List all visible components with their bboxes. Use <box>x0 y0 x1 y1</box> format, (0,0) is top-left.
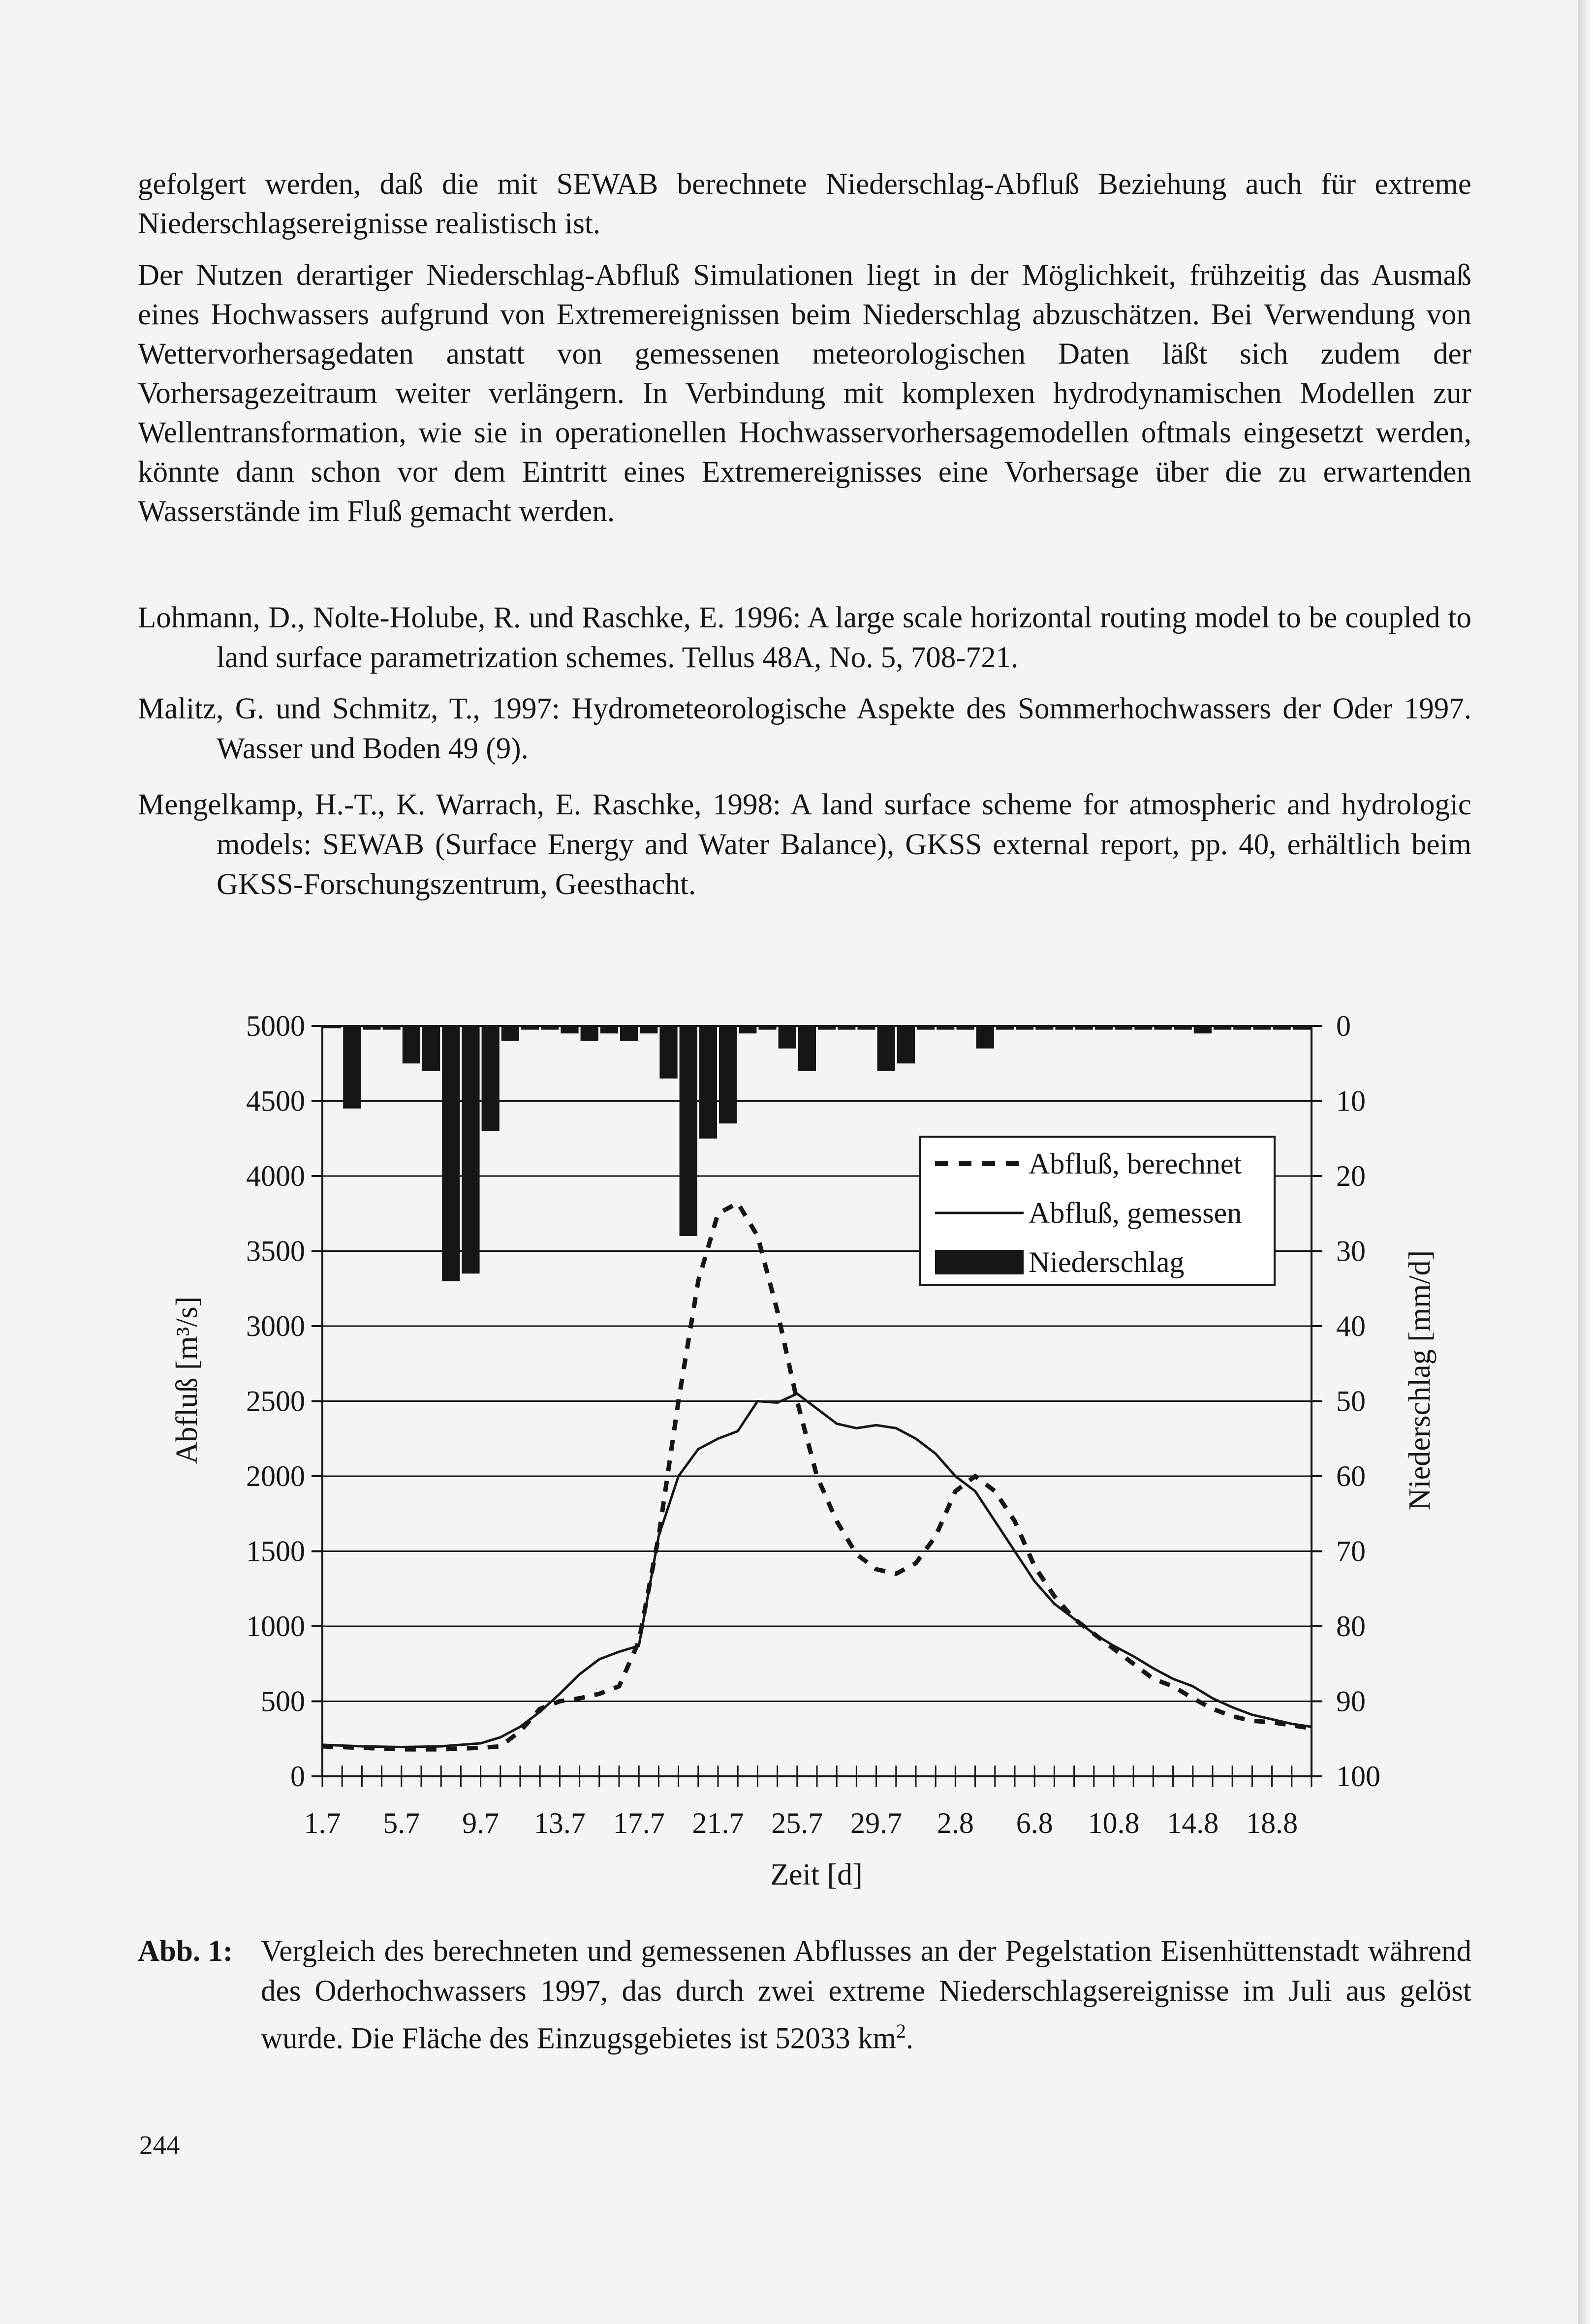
precip-bar-4 <box>403 1026 420 1063</box>
y-tick-label-left-4: 2000 <box>246 1460 305 1492</box>
legend-swatch-precipitation <box>935 1250 1024 1274</box>
legend-label-measured: Abfluß, gemessen <box>1029 1197 1242 1229</box>
precip-bar-44 <box>1194 1026 1212 1033</box>
precip-bar-1 <box>343 1026 361 1109</box>
page-number: 244 <box>139 2130 180 2160</box>
precip-bar-18 <box>680 1026 697 1236</box>
precip-bar-23 <box>779 1026 796 1049</box>
y-tick-label-left-1: 500 <box>261 1685 305 1718</box>
precip-bar-5 <box>422 1026 440 1071</box>
y-tick-label-left-10: 5000 <box>246 1010 305 1042</box>
y-tick-label-left-5: 2500 <box>246 1385 305 1418</box>
y-tick-label-right-5: 50 <box>1336 1385 1366 1418</box>
x-tick-label-12: 18.8 <box>1246 1807 1298 1839</box>
x-tick-label-9: 6.8 <box>1016 1807 1053 1839</box>
x-tick-label-4: 17.7 <box>613 1807 665 1839</box>
precip-bar-9 <box>501 1026 519 1041</box>
series-line-measured <box>322 1394 1312 1747</box>
y-tick-label-left-9: 4500 <box>246 1085 305 1117</box>
y-tick-label-left-7: 3500 <box>246 1235 305 1268</box>
caption-label: Abb. 1: <box>138 1935 233 1968</box>
legend-label-computed: Abfluß, berechnet <box>1029 1147 1242 1180</box>
x-tick-label-0: 1.7 <box>304 1807 341 1839</box>
precip-bar-16 <box>640 1026 657 1033</box>
figure-caption <box>138 1931 1471 2058</box>
precip-bar-15 <box>620 1026 638 1041</box>
y-axis-label-left: Abfluß [m³/s] <box>170 1296 204 1464</box>
x-tick-label-1: 5.7 <box>383 1807 420 1839</box>
caption-text: Vergleich des berechneten und gemessenen Abflusses an der Pegelstation Eisenhüttenstadt während des Oderhochwassers 1997, das durch zwei extreme Niederschlagsereignisse im Juli aus gelöst wurde. Die Fläche des Einzugsgebietes ist 52033 km <box>261 1935 1471 2055</box>
caption-superscript: 2 <box>896 2020 906 2042</box>
y-tick-label-right-8: 80 <box>1336 1610 1366 1642</box>
x-tick-label-2: 9.7 <box>462 1807 500 1839</box>
x-tick-label-11: 14.8 <box>1167 1807 1219 1839</box>
precip-bar-17 <box>659 1026 677 1079</box>
y-tick-label-right-2: 20 <box>1336 1160 1366 1192</box>
y-axis-label-right: Niederschlag [mm/d] <box>1403 1250 1437 1511</box>
precip-bar-33 <box>976 1026 994 1049</box>
reference-mengelkamp: Mengelkamp, H.-T., K. Warrach, E. Raschke, 1998: A land surface scheme for atmospheric and hydrologic models: SEWAB (Surface Energy and Water Balance), GKSS external report, pp. 40, erhältlich beim GKSS-Forschungszentrum, Geesthacht. <box>138 788 1471 901</box>
precip-bar-28 <box>877 1026 895 1071</box>
x-tick-label-8: 2.8 <box>937 1807 974 1839</box>
precip-bar-6 <box>442 1026 460 1281</box>
x-tick-label-6: 25.7 <box>771 1807 823 1839</box>
chart-legend <box>920 1137 1275 1285</box>
y-tick-label-right-4: 40 <box>1336 1310 1366 1342</box>
legend-label-precipitation: Niederschlag <box>1029 1246 1185 1278</box>
y-tick-label-left-2: 1000 <box>246 1610 305 1642</box>
caption-end: . <box>906 2022 914 2055</box>
y-tick-label-right-9: 90 <box>1336 1685 1366 1718</box>
precip-bar-21 <box>739 1026 756 1033</box>
y-tick-label-right-0: 0 <box>1336 1010 1351 1042</box>
precip-bar-12 <box>561 1026 578 1033</box>
chart-ticks <box>246 1010 1380 1839</box>
precip-bar-14 <box>600 1026 618 1033</box>
y-tick-label-left-0: 0 <box>290 1760 305 1793</box>
precip-bar-13 <box>581 1026 598 1041</box>
body-paragraph-2: Der Nutzen derartiger Niederschlag-Abfluß Simulationen liegt in der Möglichkeit, frühzeitig das Ausmaß eines Hochwassers aufgrund von Extremereignissen beim Niederschlag abzuschätzen. Bei Verwendung von Wettervorhersagedaten anstatt von gemessenen meteorologischen Daten läßt sich zudem der Vorhersagezeitraum weiter verlängern. In Verbindung mit komplexen hydrodynamischen Modellen zur Wellentransformation, wie sie in operationellen Hochwasservorhersagemodellen oftmals eingesetzt werden, könnte dann schon vor dem Eintritt eines Extremereignisses eine Vorhersage über die zu erwartenden Wasserstände im Fluß gemacht werden. <box>138 259 1471 528</box>
y-tick-label-right-6: 60 <box>1336 1460 1366 1492</box>
precip-bar-20 <box>719 1026 737 1123</box>
y-tick-label-left-6: 3000 <box>246 1310 305 1342</box>
y-tick-label-right-10: 100 <box>1336 1760 1380 1793</box>
precip-bar-19 <box>699 1026 717 1139</box>
y-tick-label-right-7: 70 <box>1336 1535 1366 1568</box>
body-paragraph-1: gefolgert werden, daß die mit SEWAB berechnete Niederschlag-Abfluß Beziehung auch für extreme Niederschlagsereignisse realistisch ist. <box>138 168 1471 240</box>
y-tick-label-left-3: 1500 <box>246 1535 305 1568</box>
precip-bar-29 <box>897 1026 915 1063</box>
reference-lohmann: Lohmann, D., Nolte-Holube, R. und Raschke, E. 1996: A large scale horizontal routing model to be coupled to land surface parametrization schemes. Tellus 48A, No. 5, 708-721. <box>138 601 1471 674</box>
precip-bar-24 <box>798 1026 816 1071</box>
y-tick-label-left-8: 4000 <box>246 1160 305 1192</box>
precip-bar-8 <box>482 1026 500 1131</box>
precip-bar-7 <box>462 1026 479 1273</box>
x-tick-label-10: 10.8 <box>1088 1807 1140 1839</box>
x-tick-label-3: 13.7 <box>533 1807 586 1839</box>
y-tick-label-right-3: 30 <box>1336 1235 1366 1268</box>
x-axis-label: Zeit [d] <box>770 1858 863 1891</box>
reference-malitz: Malitz, G. und Schmitz, T., 1997: Hydrometeorologische Aspekte des Sommerhochwassers der Oder 1997. Wasser und Boden 49 (9). <box>138 692 1471 765</box>
x-tick-label-7: 29.7 <box>850 1807 903 1839</box>
x-tick-label-5: 21.7 <box>692 1807 744 1839</box>
y-tick-label-right-1: 10 <box>1336 1085 1366 1117</box>
